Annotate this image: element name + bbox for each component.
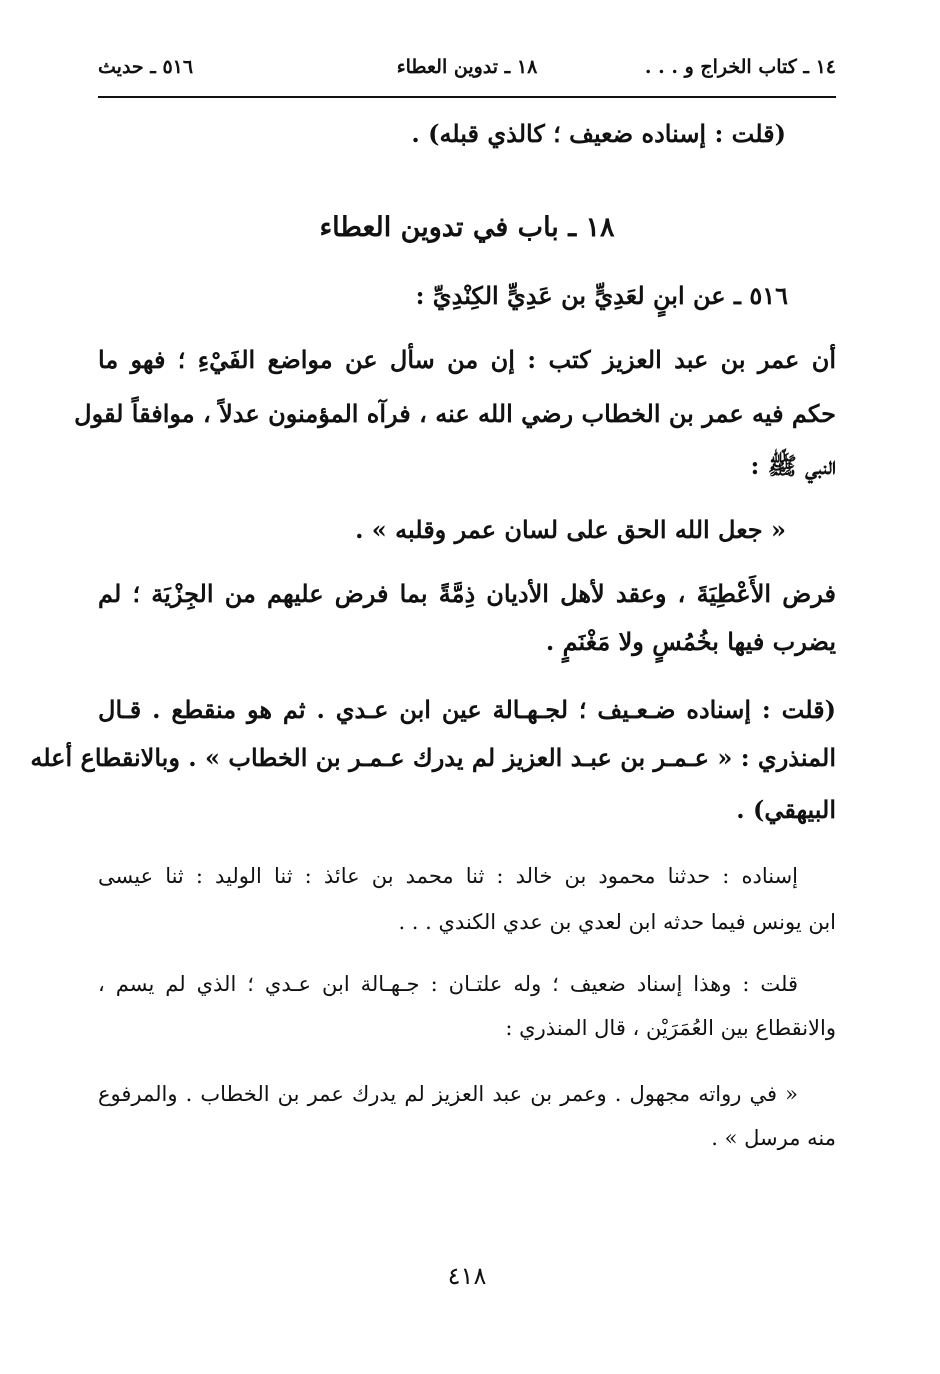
comment-line: قلت : وهذا إسناد ضعيف ؛ وله علتـان : جـهـالة ابن عـدي ؛ الذي لم يسم ،: [98, 972, 798, 996]
header-chapter: ١٤ ـ كتاب الخراج و . . .: [644, 56, 836, 78]
section-title: ١٨ ـ باب في تدوين العطاء: [319, 212, 615, 243]
header-hadith-ref: ٥١٦ ـ حديث: [98, 56, 194, 78]
isnad-line: ابن يونس فيما حدثه ابن لعدي بن عدي الكندي . . .: [398, 910, 836, 934]
note-line: (قلت : إسناده ضـعـيف ؛ لجـهـالة عين ابن عـدي . ثم هو منقطع . قـال: [98, 695, 836, 724]
hadith-heading: ٥١٦ ـ عن ابنٍ لعَدِيٍّ بن عَدِيٍّ الكِنْدِيِّ :: [415, 281, 788, 310]
header-section: ١٨ ـ تدوين العطاء: [396, 56, 538, 78]
isnad-line: إسناده : حدثنا محمود بن خالد : ثنا محمد بن عائذ : ثنا الوليد : ثنا عيسى: [98, 864, 798, 888]
prophetic-quote: « جعل الله الحق على لسان عمر وقلبه » .: [355, 515, 786, 544]
hadith-text-line: أن عمر بن عبد العزيز كتب : إن من سأل عن مواضع الفَيْءِ ؛ فهو ما: [98, 345, 836, 374]
previous-note: (قلت : إسناده ضعيف ؛ كالذي قبله) .: [411, 119, 786, 148]
hadith-text-line: فرض الأَعْطِيَةَ ، وعقد لأهل الأديان ذِمَّةً بما فرض عليهم من الجِزْيَة ؛ لم: [98, 579, 836, 608]
note-line: المنذري : « عـمـر بن عبـد العزيز لم يدرك عـمـر بن الخطاب » . وبالانقطاع أعله: [30, 743, 836, 772]
hadith-text-line: يضرب فيها بخُمُسٍ ولا مَغْنَمٍ .: [545, 627, 836, 656]
hadith-text-line: النبي ﷺ :: [750, 451, 836, 480]
note-line: البيهقي) .: [736, 795, 836, 824]
hadith-text-line: حكم فيه عمر بن الخطاب رضي الله عنه ، فرآه المؤمنون عدلاً ، موافقاً لقول: [74, 399, 836, 428]
quote-line: منه مرسل » .: [711, 1126, 836, 1150]
quote-line: « في رواته مجهول . وعمر بن عبد العزيز لم يدرك عمر بن الخطاب . والمرفوع: [98, 1082, 798, 1106]
running-header: [98, 56, 836, 88]
book-page: [30, 0, 836, 1374]
page-number: ٤١٨: [447, 1262, 487, 1290]
header-rule: [98, 96, 836, 98]
comment-line: والانقطاع بين العُمَرَيْن ، قال المنذري :: [505, 1016, 836, 1040]
